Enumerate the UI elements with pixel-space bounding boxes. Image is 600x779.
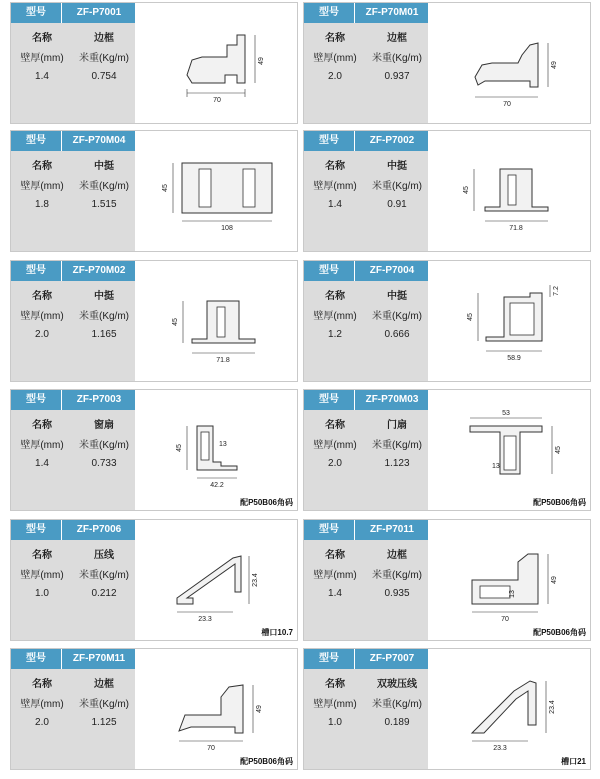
card-header: [11, 261, 135, 281]
card-header: [304, 520, 428, 540]
weight-value: 0.91: [387, 199, 407, 210]
slot-note: 槽口10.7: [261, 628, 293, 637]
model-label: 型号: [319, 265, 339, 276]
name-value: 边框: [94, 679, 114, 690]
wall-value: 2.0: [328, 458, 342, 469]
profile-card: [303, 389, 591, 511]
dim-width: 23.3: [493, 745, 507, 752]
name-value: 门扇: [387, 420, 407, 431]
dim-height: 49: [256, 705, 263, 713]
profile-card: [10, 2, 298, 124]
corner-note: 配P50B06角码: [240, 757, 293, 766]
wall-label: 壁厚(mm): [20, 181, 64, 192]
dim-width: 71.8: [216, 357, 230, 364]
dim-inner: 13: [509, 590, 516, 598]
name-value: 中挺: [94, 291, 114, 302]
profile-card: [303, 519, 591, 641]
wall-value: 1.0: [328, 717, 342, 728]
weight-value: 1.515: [91, 199, 117, 210]
slot-note: 槽口21: [561, 757, 586, 766]
spec-table: [11, 281, 135, 381]
dim-width: 70: [501, 616, 509, 623]
wall-label: 壁厚(mm): [20, 699, 64, 710]
wall-value: 2.0: [35, 717, 49, 728]
spec-table: [11, 23, 135, 123]
profile-card: [10, 648, 298, 770]
name-label: 名称: [32, 161, 52, 172]
profile-card: [10, 130, 298, 252]
dim-height: 23.4: [252, 573, 259, 587]
model-value: ZF-P7003: [61, 390, 136, 410]
name-value: 边框: [94, 33, 114, 44]
dim-height: 45: [555, 446, 562, 454]
name-label: 名称: [32, 33, 52, 44]
spec-table: [11, 669, 135, 769]
weight-value: 0.189: [384, 717, 410, 728]
model-value: ZF-P70M11: [61, 649, 136, 669]
dim-width: 70: [207, 745, 215, 752]
weight-label: 米重(Kg/m): [372, 699, 422, 710]
wall-label: 壁厚(mm): [313, 311, 357, 322]
profile-card: [303, 648, 591, 770]
card-header: [11, 3, 135, 23]
wall-value: 2.0: [328, 71, 342, 82]
profile-drawing: [430, 392, 590, 508]
model-label: 型号: [26, 524, 46, 535]
wall-value: 1.8: [35, 199, 49, 210]
spec-table: [11, 540, 135, 640]
wall-value: 1.4: [35, 71, 49, 82]
wall-value: 1.4: [328, 588, 342, 599]
model-value: ZF-P70M02: [61, 261, 136, 281]
model-label: 型号: [319, 135, 339, 146]
spec-table: [304, 669, 428, 769]
wall-label: 壁厚(mm): [20, 311, 64, 322]
weight-label: 米重(Kg/m): [79, 440, 129, 451]
wall-value: 1.4: [328, 199, 342, 210]
model-value: ZF-P7001: [61, 3, 136, 23]
profile-card: [10, 519, 298, 641]
profile-drawing: [430, 133, 590, 249]
dim-height: 49: [551, 576, 558, 584]
weight-label: 米重(Kg/m): [372, 53, 422, 64]
profile-drawing: [137, 263, 297, 379]
profile-card: [303, 260, 591, 382]
weight-label: 米重(Kg/m): [79, 311, 129, 322]
wall-value: 2.0: [35, 329, 49, 340]
dim-inner: 13: [492, 463, 500, 470]
name-label: 名称: [325, 291, 345, 302]
weight-label: 米重(Kg/m): [79, 53, 129, 64]
profile-drawing: [430, 651, 590, 767]
dim-height: 45: [162, 184, 169, 192]
dim-height: 45: [172, 318, 179, 326]
model-label: 型号: [319, 653, 339, 664]
weight-label: 米重(Kg/m): [372, 181, 422, 192]
spec-table: [304, 151, 428, 251]
profile-drawing: [430, 263, 590, 379]
model-label: 型号: [26, 7, 46, 18]
spec-table: [304, 410, 428, 510]
weight-value: 0.733: [91, 458, 117, 469]
weight-value: 0.666: [384, 329, 410, 340]
name-label: 名称: [32, 550, 52, 561]
name-label: 名称: [32, 679, 52, 690]
dim-width: 58.9: [507, 355, 521, 362]
spec-table: [11, 410, 135, 510]
profile-card: [10, 389, 298, 511]
profile-drawing: [137, 522, 297, 638]
dim-height: 45: [463, 186, 470, 194]
model-label: 型号: [319, 394, 339, 405]
profile-drawing: [137, 5, 297, 121]
card-header: [11, 649, 135, 669]
dim-height: 23.4: [549, 700, 556, 714]
weight-value: 1.123: [384, 458, 410, 469]
profile-drawing: [430, 522, 590, 638]
name-value: 压线: [94, 550, 114, 561]
wall-label: 壁厚(mm): [20, 440, 64, 451]
profile-card: [10, 260, 298, 382]
wall-label: 壁厚(mm): [313, 570, 357, 581]
model-value: ZF-P70M01: [354, 3, 429, 23]
wall-label: 壁厚(mm): [313, 440, 357, 451]
name-value: 中挺: [94, 161, 114, 172]
profile-drawing: [137, 651, 297, 767]
model-value: ZF-P7004: [354, 261, 429, 281]
spec-table: [11, 151, 135, 251]
profile-card: [303, 2, 591, 124]
name-label: 名称: [325, 679, 345, 690]
weight-value: 0.935: [384, 588, 410, 599]
corner-note: 配P50B06角码: [533, 498, 586, 507]
name-label: 名称: [32, 420, 52, 431]
model-value: ZF-P70M04: [61, 131, 136, 151]
name-label: 名称: [325, 550, 345, 561]
model-label: 型号: [26, 394, 46, 405]
card-header: [304, 390, 428, 410]
name-label: 名称: [325, 420, 345, 431]
dim-width: 53: [502, 410, 510, 417]
model-value: ZF-P7006: [61, 520, 136, 540]
weight-label: 米重(Kg/m): [79, 570, 129, 581]
dim-width: 23.3: [198, 616, 212, 623]
profile-card: [303, 130, 591, 252]
spec-table: [304, 540, 428, 640]
weight-value: 1.125: [91, 717, 117, 728]
weight-label: 米重(Kg/m): [372, 570, 422, 581]
dim-width: 42.2: [210, 482, 224, 489]
corner-note: 配P50B06角码: [533, 628, 586, 637]
model-value: ZF-P7007: [354, 649, 429, 669]
name-value: 双玻压线: [377, 679, 417, 690]
wall-label: 壁厚(mm): [20, 570, 64, 581]
corner-note: 配P50B06角码: [240, 498, 293, 507]
name-label: 名称: [325, 161, 345, 172]
wall-label: 壁厚(mm): [313, 699, 357, 710]
dim-inner: 13: [219, 441, 227, 448]
wall-value: 1.2: [328, 329, 342, 340]
model-label: 型号: [319, 524, 339, 535]
dim-offset: 7.2: [553, 286, 560, 296]
name-label: 名称: [32, 291, 52, 302]
wall-label: 壁厚(mm): [313, 181, 357, 192]
weight-label: 米重(Kg/m): [79, 181, 129, 192]
dim-height: 45: [467, 313, 474, 321]
weight-value: 1.165: [91, 329, 117, 340]
spec-table: [304, 23, 428, 123]
dim-height: 49: [551, 61, 558, 69]
model-value: ZF-P7011: [354, 520, 429, 540]
name-value: 边框: [387, 550, 407, 561]
name-value: 中挺: [387, 161, 407, 172]
weight-value: 0.754: [91, 71, 117, 82]
model-label: 型号: [26, 265, 46, 276]
model-label: 型号: [26, 653, 46, 664]
card-header: [304, 131, 428, 151]
model-label: 型号: [319, 7, 339, 18]
card-header: [304, 261, 428, 281]
weight-label: 米重(Kg/m): [372, 311, 422, 322]
dim-width: 108: [221, 225, 233, 232]
wall-label: 壁厚(mm): [313, 53, 357, 64]
weight-label: 米重(Kg/m): [79, 699, 129, 710]
spec-table: [304, 281, 428, 381]
model-value: ZF-P7002: [354, 131, 429, 151]
dim-width: 70: [213, 97, 221, 104]
wall-value: 1.4: [35, 458, 49, 469]
profile-drawing: [137, 392, 297, 508]
model-label: 型号: [26, 135, 46, 146]
card-header: [304, 3, 428, 23]
dim-height: 45: [176, 444, 183, 452]
card-header: [11, 131, 135, 151]
name-value: 中挺: [387, 291, 407, 302]
dim-height: 49: [258, 57, 265, 65]
weight-label: 米重(Kg/m): [372, 440, 422, 451]
weight-value: 0.937: [384, 71, 410, 82]
profile-drawing: [137, 133, 297, 249]
name-value: 边框: [387, 33, 407, 44]
profile-drawing: [430, 5, 590, 121]
card-header: [304, 649, 428, 669]
weight-value: 0.212: [91, 588, 117, 599]
dim-width: 70: [503, 101, 511, 108]
wall-label: 壁厚(mm): [20, 53, 64, 64]
card-header: [11, 390, 135, 410]
card-header: [11, 520, 135, 540]
wall-value: 1.0: [35, 588, 49, 599]
dim-width: 71.8: [509, 225, 523, 232]
name-value: 窗扇: [94, 420, 114, 431]
model-value: ZF-P70M03: [354, 390, 429, 410]
name-label: 名称: [325, 33, 345, 44]
